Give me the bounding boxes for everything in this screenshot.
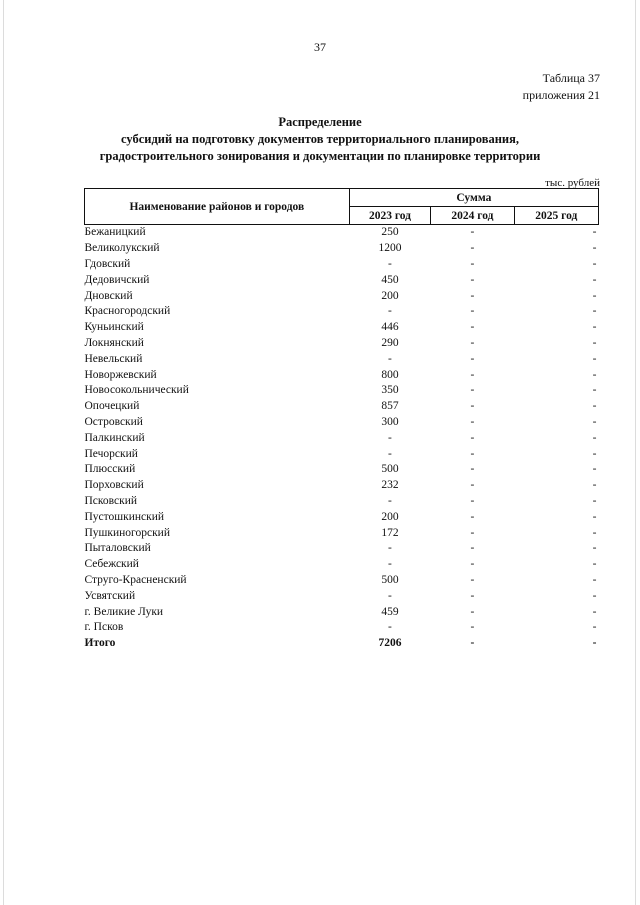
table-row — [85, 430, 599, 446]
cell-2025: - — [592, 431, 597, 444]
cell-name: Порховский — [84, 479, 144, 492]
total-2023: 7206 — [378, 637, 402, 650]
cell-2024: - — [470, 463, 475, 476]
table-row — [85, 351, 599, 367]
table-row — [85, 462, 599, 478]
cell-2023: 350 — [381, 384, 399, 397]
table-row — [85, 320, 599, 336]
cell-name: Новоржевский — [84, 368, 157, 381]
table-row — [85, 336, 599, 352]
cell-2024: - — [470, 605, 475, 618]
cell-2023: - — [388, 558, 392, 571]
cell-2023: 446 — [381, 321, 399, 334]
cell-2023: - — [388, 352, 392, 365]
cell-name: Локнянский — [84, 336, 144, 349]
cell-2025: - — [592, 526, 597, 539]
cell-2024: - — [470, 558, 475, 571]
cell-name: Дедовичский — [84, 273, 150, 286]
cell-2025: - — [592, 621, 597, 634]
cell-2023: 200 — [381, 289, 399, 302]
header-sum: Сумма — [349, 189, 598, 207]
cell-name: Палкинский — [84, 431, 145, 444]
table-reference-line-1: Таблица 37 — [542, 71, 600, 85]
cell-name: Усвятский — [84, 589, 136, 602]
cell-2023: - — [388, 305, 392, 318]
table-row — [85, 272, 599, 288]
cell-2024: - — [470, 526, 475, 539]
cell-name: Бежаницкий — [84, 226, 146, 239]
header-year-2023: 2023 год — [349, 207, 431, 225]
cell-2023: - — [388, 447, 392, 460]
cell-2023: - — [388, 257, 392, 270]
cell-name: Гдовский — [84, 257, 131, 270]
cell-2023: 500 — [381, 463, 399, 476]
cell-2023: 800 — [381, 368, 399, 381]
page-edge-right — [635, 0, 636, 905]
cell-name: Великолукский — [84, 242, 160, 255]
cell-2024: - — [470, 400, 475, 413]
cell-2024: - — [470, 447, 475, 460]
cell-2025: - — [592, 400, 597, 413]
cell-2025: - — [592, 289, 597, 302]
table-row — [85, 446, 599, 462]
cell-2024: - — [470, 352, 475, 365]
cell-2023: 459 — [381, 605, 399, 618]
cell-2023: - — [388, 589, 392, 602]
cell-2023: 500 — [381, 573, 399, 586]
cell-2024: - — [470, 621, 475, 634]
cell-2024: - — [470, 336, 475, 349]
cell-2023: 250 — [381, 226, 399, 239]
table-row — [85, 383, 599, 399]
cell-2024: - — [470, 226, 475, 239]
cell-2025: - — [592, 257, 597, 270]
cell-name: Опочецкий — [84, 400, 140, 413]
cell-2023: 450 — [381, 273, 399, 286]
cell-2025: - — [592, 242, 597, 255]
cell-2025: - — [592, 336, 597, 349]
cell-name: Пыталовский — [84, 542, 151, 555]
cell-name: Куньинский — [84, 321, 144, 334]
cell-name: Красногородский — [84, 305, 171, 318]
cell-2024: - — [470, 431, 475, 444]
cell-2024: - — [470, 321, 475, 334]
cell-2024: - — [470, 542, 475, 555]
cell-2023: - — [388, 494, 392, 507]
cell-2023: 300 — [381, 415, 399, 428]
cell-name: Плюсский — [84, 463, 136, 476]
cell-2025: - — [592, 384, 597, 397]
cell-2024: - — [470, 479, 475, 492]
table-row — [85, 415, 599, 431]
cell-2025: - — [592, 510, 597, 523]
cell-2025: - — [592, 321, 597, 334]
units-label: тыс. рублей — [545, 177, 600, 189]
table-row — [85, 604, 599, 620]
cell-2023: - — [388, 621, 392, 634]
cell-2024: - — [470, 273, 475, 286]
cell-2025: - — [592, 447, 597, 460]
table-row — [85, 399, 599, 415]
cell-2024: - — [470, 368, 475, 381]
cell-2024: - — [470, 384, 475, 397]
cell-2025: - — [592, 368, 597, 381]
cell-name: Пустошкинский — [84, 510, 165, 523]
cell-name: Невельский — [84, 352, 143, 365]
table-row — [85, 509, 599, 525]
table-body — [85, 225, 599, 652]
table-row — [85, 525, 599, 541]
cell-name: г. Великие Луки — [84, 605, 164, 618]
cell-name: Островский — [84, 415, 143, 428]
cell-2025: - — [592, 415, 597, 428]
total-2025: - — [592, 637, 597, 650]
cell-2023: 232 — [381, 479, 399, 492]
cell-2023: - — [388, 431, 392, 444]
cell-2025: - — [592, 589, 597, 602]
cell-name: Дновский — [84, 289, 133, 302]
table-reference-line-2: приложения 21 — [522, 88, 600, 102]
header-name-column: Наименование районов и городов — [85, 189, 350, 225]
cell-2024: - — [470, 289, 475, 302]
cell-2025: - — [592, 352, 597, 365]
cell-2023: - — [388, 542, 392, 555]
cell-2025: - — [592, 542, 597, 555]
cell-name: Новосокольнический — [84, 384, 189, 397]
cell-name: Пушкиногорский — [84, 526, 170, 539]
title-line-2: субсидий на подготовку документов территориального планирования, — [121, 132, 519, 146]
total-row — [85, 636, 599, 652]
cell-2025: - — [592, 226, 597, 239]
cell-2025: - — [592, 305, 597, 318]
cell-name: г. Псков — [84, 621, 124, 634]
header-year-2025: 2025 год — [514, 207, 598, 225]
header-year-2024: 2024 год — [431, 207, 514, 225]
cell-2023: 1200 — [378, 242, 402, 255]
cell-name: Псковский — [84, 494, 138, 507]
table-row — [85, 257, 599, 273]
cell-2025: - — [592, 573, 597, 586]
cell-2023: 290 — [381, 336, 399, 349]
table-row — [85, 494, 599, 510]
document-title — [60, 114, 580, 165]
cell-2024: - — [470, 510, 475, 523]
table-row — [85, 541, 599, 557]
cell-name: Себежский — [84, 558, 139, 571]
title-line-1: Распределение — [278, 115, 362, 129]
cell-2025: - — [592, 558, 597, 571]
distribution-table — [84, 188, 599, 652]
title-line-3: градостроительного зонирования и документации по планировке территории — [99, 149, 541, 163]
table-row — [85, 620, 599, 636]
table-row — [85, 304, 599, 320]
table-row — [85, 557, 599, 573]
cell-2024: - — [470, 257, 475, 270]
table-row — [85, 288, 599, 304]
cell-name: Струго-Красненский — [84, 573, 187, 586]
cell-2024: - — [470, 573, 475, 586]
total-label: Итого — [84, 637, 116, 650]
page-number: 37 — [314, 40, 326, 54]
cell-2025: - — [592, 463, 597, 476]
cell-2023: 172 — [381, 526, 399, 539]
table-row — [85, 478, 599, 494]
cell-2025: - — [592, 479, 597, 492]
cell-2024: - — [470, 242, 475, 255]
table-row — [85, 588, 599, 604]
table-row — [85, 225, 599, 241]
cell-2024: - — [470, 305, 475, 318]
table-row — [85, 573, 599, 589]
table-row — [85, 367, 599, 383]
table-row — [85, 241, 599, 257]
cell-name: Печорский — [84, 447, 138, 460]
cell-2025: - — [592, 494, 597, 507]
cell-2023: 200 — [381, 510, 399, 523]
cell-2024: - — [470, 589, 475, 602]
cell-2023: 857 — [381, 400, 399, 413]
total-2024: - — [470, 637, 475, 650]
cell-2025: - — [592, 273, 597, 286]
cell-2024: - — [470, 415, 475, 428]
table-reference — [523, 70, 600, 104]
page-edge-left — [3, 0, 4, 905]
cell-2025: - — [592, 605, 597, 618]
cell-2024: - — [470, 494, 475, 507]
